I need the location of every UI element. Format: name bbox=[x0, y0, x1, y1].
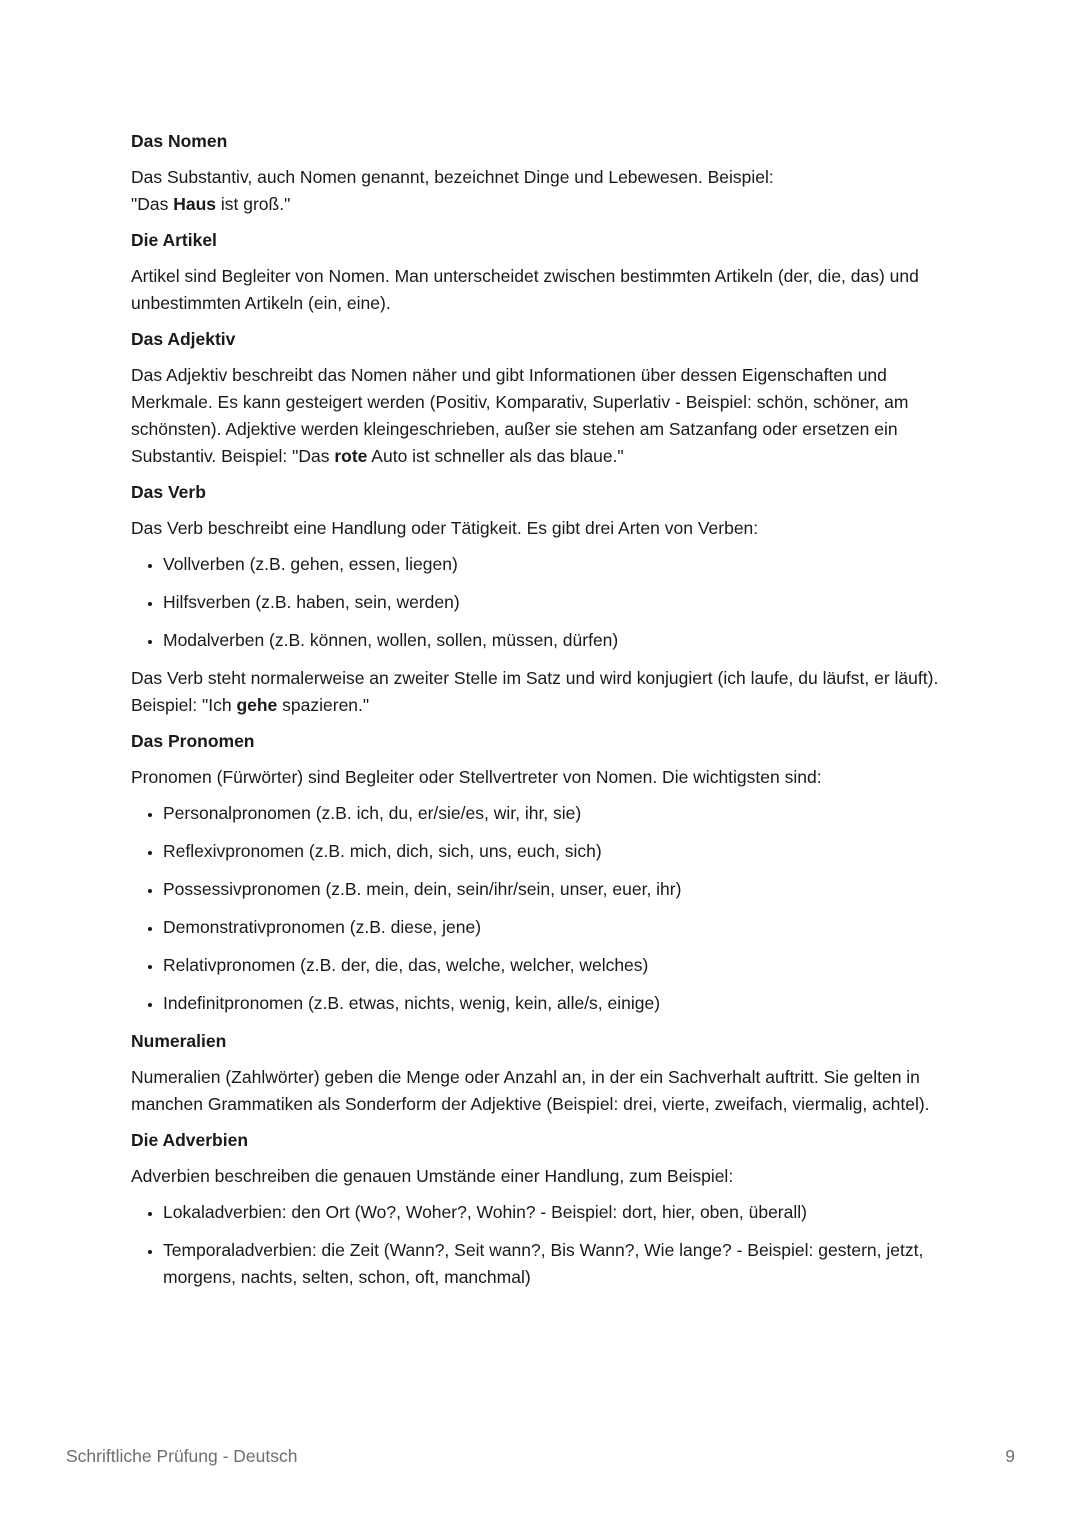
list-item: • Temporaladverbien: die Zeit (Wann?, Seit wann?, Bis Wann?, Wie lange? - Beispiel: gestern, jetzt, morgens, nachts, selten, schon, oft, manchmal) bbox=[163, 1237, 943, 1291]
verb-outro-post: spazieren." bbox=[277, 695, 370, 715]
list-item: • Indefinitpronomen (z.B. etwas, nichts, wenig, kein, alle/s, einige) bbox=[163, 990, 943, 1017]
list-item: • Modalverben (z.B. können, wollen, sollen, müssen, dürfen) bbox=[163, 627, 943, 654]
footer-title: Schriftliche Prüfung - Deutsch bbox=[66, 1446, 298, 1466]
nomen-text: Das Substantiv, auch Nomen genannt, bezeichnet Dinge und Lebewesen. Beispiel: bbox=[131, 167, 774, 187]
adjektiv-text-post: Auto ist schneller als das blaue." bbox=[367, 446, 624, 466]
nomen-example-bold: Haus bbox=[173, 194, 216, 214]
adjektiv-text-pre: Das Adjektiv beschreibt das Nomen näher und gibt Informationen über dessen Eigenschaften und Merkmale. Es kann gesteigert werden (Positiv, Komparativ, Superlativ - Beispiel: schön, schöner, am schönsten). Adjektive werden kleingeschrieben, außer sie stehen am Satzanfang oder ersetzen ein Substantiv. Beispiel: "Das bbox=[131, 365, 909, 466]
heading-adverbien: Die Adverbien bbox=[131, 1130, 249, 1150]
list-item: • Hilfsverben (z.B. haben, sein, werden) bbox=[163, 589, 943, 616]
verb-list bbox=[131, 551, 943, 654]
list-item: • Reflexivpronomen (z.B. mich, dich, sich, uns, euch, sich) bbox=[163, 838, 943, 865]
list-item: • Lokaladverbien: den Ort (Wo?, Woher?, Wohin? - Beispiel: dort, hier, oben, überall) bbox=[163, 1199, 943, 1226]
document-body bbox=[131, 128, 943, 1302]
list-item: • Relativpronomen (z.B. der, die, das, welche, welcher, welches) bbox=[163, 952, 943, 979]
heading-artikel: Die Artikel bbox=[131, 230, 217, 250]
paragraph-adjektiv bbox=[131, 362, 943, 470]
paragraph-pronomen-intro: Pronomen (Fürwörter) sind Begleiter oder Stellvertreter von Nomen. Die wichtigsten sind: bbox=[131, 767, 822, 787]
list-item: • Personalpronomen (z.B. ich, du, er/sie/es, wir, ihr, sie) bbox=[163, 800, 943, 827]
list-item: • Demonstrativpronomen (z.B. diese, jene) bbox=[163, 914, 943, 941]
paragraph-verb-intro: Das Verb beschreibt eine Handlung oder Tätigkeit. Es gibt drei Arten von Verben: bbox=[131, 518, 759, 538]
paragraph-verb-outro bbox=[131, 665, 943, 719]
list-item: • Vollverben (z.B. gehen, essen, liegen) bbox=[163, 551, 943, 578]
heading-adjektiv: Das Adjektiv bbox=[131, 329, 236, 349]
heading-numeralien: Numeralien bbox=[131, 1031, 227, 1051]
paragraph-adverbien-intro: Adverbien beschreiben die genauen Umstände einer Handlung, zum Beispiel: bbox=[131, 1166, 734, 1186]
verb-outro-bold: gehe bbox=[236, 695, 278, 715]
paragraph-numeralien: Numeralien (Zahlwörter) geben die Menge oder Anzahl an, in der ein Sachverhalt auftritt. Sie gelten in manchen Grammatiken als Sonderform der Adjektive (Beispiel: drei, vierte, zweifach, viermalig, achtel). bbox=[131, 1067, 930, 1114]
list-item: • Possessivpronomen (z.B. mein, dein, sein/ihr/sein, unser, euer, ihr) bbox=[163, 876, 943, 903]
paragraph-artikel: Artikel sind Begleiter von Nomen. Man unterscheidet zwischen bestimmten Artikeln (der, die, das) und unbestimmten Artikeln (ein, eine). bbox=[131, 266, 919, 313]
heading-pronomen: Das Pronomen bbox=[131, 731, 255, 751]
verb-outro-pre: Das Verb steht normalerweise an zweiter Stelle im Satz und wird konjugiert (ich laufe, du läufst, er läuft). Beispiel: "Ich bbox=[131, 668, 939, 715]
paragraph-nomen bbox=[131, 164, 943, 218]
heading-verb: Das Verb bbox=[131, 482, 206, 502]
page-number: 9 bbox=[1005, 1446, 1015, 1466]
adjektiv-text-bold: rote bbox=[334, 446, 368, 466]
adverbien-list bbox=[131, 1199, 943, 1291]
nomen-example-post: ist groß." bbox=[216, 194, 291, 214]
nomen-example-pre: "Das bbox=[131, 194, 174, 214]
heading-nomen: Das Nomen bbox=[131, 131, 228, 151]
pronomen-list bbox=[131, 800, 943, 1017]
